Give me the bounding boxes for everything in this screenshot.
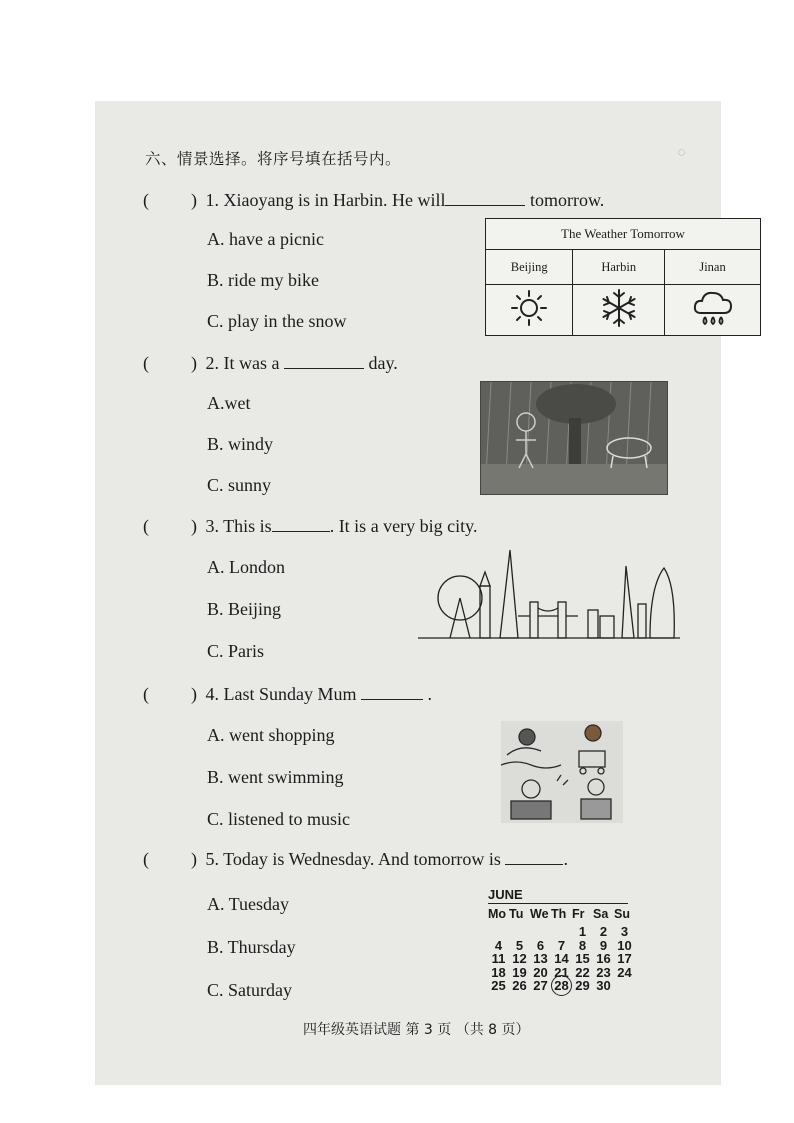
calendar-day: 5 <box>515 937 524 953</box>
calendar-day <box>551 925 572 939</box>
weather-table-title: The Weather Tomorrow <box>486 219 761 250</box>
question-2-text: 2. It was a <box>205 353 280 373</box>
question-2: ( ) 2. It was a day. <box>143 353 398 373</box>
rain-cloud-icon <box>691 287 735 329</box>
q4-option-c: C. listened to music <box>207 809 350 829</box>
city-jinan: Jinan <box>665 250 761 285</box>
calendar-weekday: Th <box>551 907 567 921</box>
calendar-weekday: Tu <box>509 907 524 921</box>
calendar-day <box>530 925 551 939</box>
bleed-through-text <box>367 283 371 299</box>
answer-blank-1[interactable] <box>445 189 525 206</box>
q5-option-c: C. Saturday <box>207 980 292 1000</box>
calendar-day <box>509 925 530 939</box>
sun-icon <box>509 288 549 328</box>
calendar-day: 27 <box>533 978 548 993</box>
city-beijing: Beijing <box>486 250 573 285</box>
snowflake-icon <box>598 287 640 329</box>
question-4: ( ) 4. Last Sunday Mum . <box>143 684 432 704</box>
london-skyline-picture <box>418 546 680 646</box>
calendar-day: 18 <box>491 964 506 980</box>
page-footer: 四年级英语试题 第 3 页 （共 8 页） <box>303 1022 530 1038</box>
calendar-day <box>614 979 635 993</box>
q4-option-b: B. went swimming <box>207 767 344 787</box>
calendar-days <box>488 925 638 993</box>
q3-option-a: A. London <box>207 557 285 577</box>
q5-option-a: A. Tuesday <box>207 894 290 914</box>
calendar-day: 30 <box>596 978 611 993</box>
city-harbin: Harbin <box>573 250 665 285</box>
calendar-day: 4 <box>494 937 503 953</box>
calendar-day: 3 <box>620 924 629 939</box>
calendar-day: 7 <box>557 937 566 953</box>
answer-blank-2[interactable] <box>284 352 364 369</box>
calendar-day: 29 <box>575 978 590 993</box>
calendar-day: 13 <box>533 951 548 966</box>
calendar-day: 25 <box>491 978 506 993</box>
q1-option-c: C. play in the snow <box>207 311 347 331</box>
june-calendar <box>488 887 638 993</box>
section-title: 六、情景选择。将序号填在括号内。 <box>145 150 402 168</box>
answer-blank-4[interactable] <box>361 683 423 700</box>
calendar-weekday: We <box>530 907 549 921</box>
q1-option-b: B. ride my bike <box>207 270 319 290</box>
q2-option-b: B. windy <box>207 434 274 454</box>
calendar-day: 12 <box>512 951 527 966</box>
calendar-day: 2 <box>599 924 608 939</box>
rainy-scene-picture <box>480 381 668 495</box>
answer-blank-3[interactable] <box>272 515 330 532</box>
q5-option-b: B. Thursday <box>207 937 296 957</box>
weather-table <box>485 218 761 336</box>
calendar-day <box>488 925 509 939</box>
calendar-day: 16 <box>596 951 611 966</box>
question-3: ( ) 3. This is . It is a very big city. <box>143 516 478 536</box>
calendar-day: 6 <box>536 937 545 953</box>
calendar-day: 8 <box>578 937 587 953</box>
calendar-day: 26 <box>512 978 527 993</box>
calendar-day: 11 <box>491 951 506 966</box>
calendar-day: 22 <box>575 964 590 980</box>
calendar-day: 9 <box>599 937 608 953</box>
q3-option-c: C. Paris <box>207 641 265 661</box>
calendar-day: 1 <box>578 924 587 939</box>
q1-option-a: A. have a picnic <box>207 229 324 249</box>
calendar-day: 15 <box>575 951 590 966</box>
calendar-weekday: Su <box>614 907 630 921</box>
q2-option-c: C. sunny <box>207 475 272 495</box>
calendar-month: JUNE <box>488 887 628 904</box>
calendar-weekdays <box>488 907 638 921</box>
question-3-text: 3. This is <box>205 516 272 536</box>
answer-blank-5[interactable] <box>505 848 563 865</box>
activities-picture <box>501 721 623 823</box>
question-4-text: 4. Last Sunday Mum <box>205 684 357 704</box>
calendar-day: 21 <box>554 964 569 980</box>
calendar-weekday: Mo <box>488 907 507 921</box>
q3-option-b: B. Beijing <box>207 599 282 619</box>
q4-option-a: A. went shopping <box>207 725 335 745</box>
calendar-day: 14 <box>554 951 569 966</box>
calendar-day: 23 <box>596 964 611 980</box>
question-1-text: 1. Xiaoyang is in Harbin. He will <box>205 190 446 210</box>
calendar-weekday: Fr <box>572 907 585 921</box>
calendar-day: 28 <box>551 979 572 993</box>
calendar-day: 10 <box>617 937 632 953</box>
calendar-day: 24 <box>617 964 632 980</box>
question-1: ( ) 1. Xiaoyang is in Harbin. He will tomorrow. <box>143 190 605 210</box>
calendar-day: 20 <box>533 964 548 980</box>
question-5: ( ) 5. Today is Wednesday. And tomorrow is . <box>143 849 568 869</box>
q2-option-a: A.wet <box>207 393 251 413</box>
question-5-text: 5. Today is Wednesday. And tomorrow is <box>205 849 501 869</box>
bleed-through-text: ○ <box>677 145 687 161</box>
calendar-day: 19 <box>512 964 527 980</box>
exam-page <box>95 101 726 1085</box>
calendar-day: 17 <box>617 951 632 966</box>
calendar-weekday: Sa <box>593 907 609 921</box>
